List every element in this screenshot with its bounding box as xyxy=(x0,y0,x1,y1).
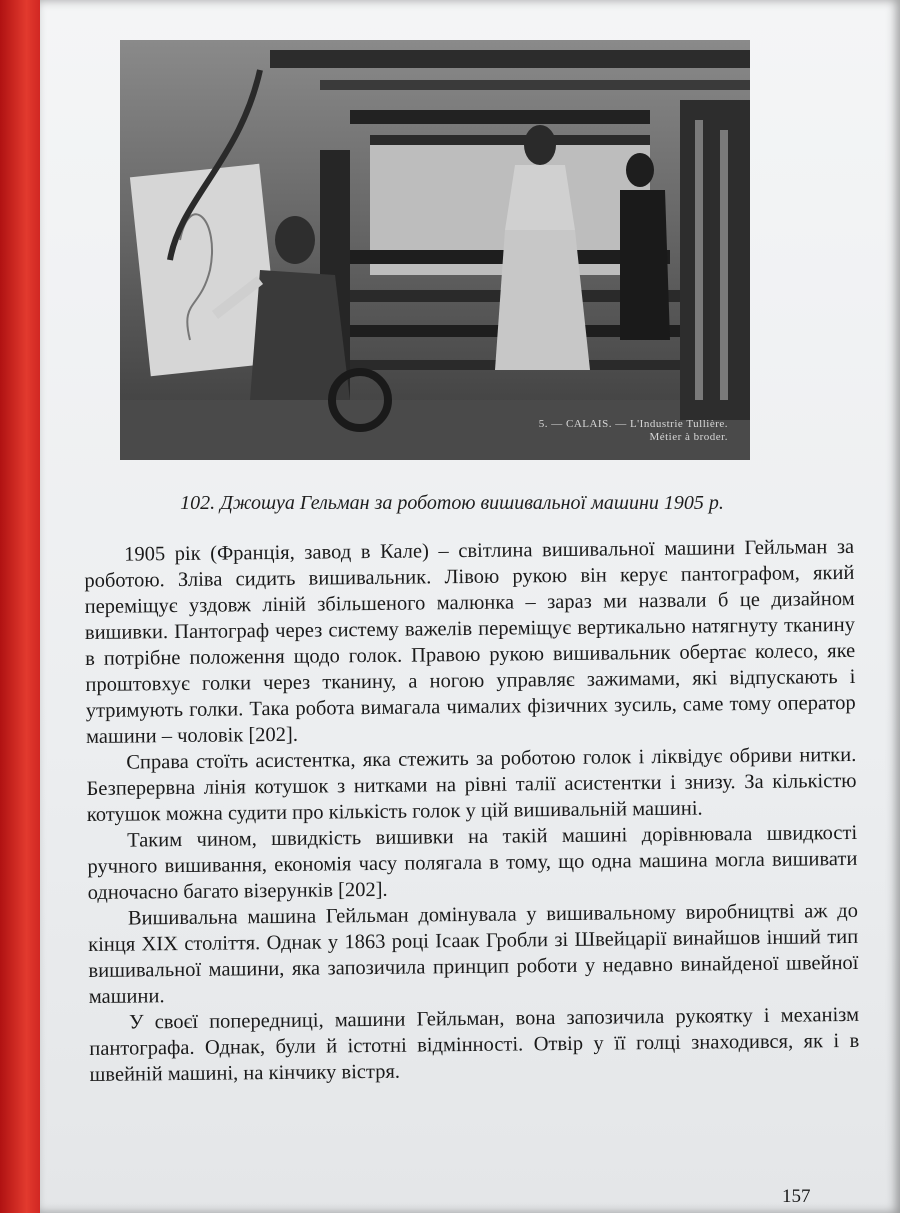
paragraph-1: 1905 рік (Франція, завод в Кале) – світлина вишивальної машини Гейльман за роботою. Зліва сидить вишивальник. Лівою рукою він керує пантографом, який переміщує уздовж ліній збільшеного малюнка – зараз ми назвали б це дизайном вишивки. Пантограф через систему важелів переміщує вертикально натягнуту тканину в потрібне положення щодо голок. Правою рукою вишивальник обертає колесо, яке проштовхує голки через тканину, а ногою управляє зажимами, які відпускають і утримують голки. Така робота вимагала чималих фізичних зусиль, саме тому оператор машини – чоловік [202]. xyxy=(84,535,856,748)
book-page xyxy=(40,0,900,1213)
paragraph-3: Таким чином, швидкість вишивки на такій машині дорівнювала швидкості ручного вишивання, економія часу полягала в тому, що одна машина могла вишивати одночасно багато візерунків [202]. xyxy=(87,821,858,904)
body-text xyxy=(84,534,860,1088)
photo-stamp-line-1: 5. — CALAIS. — L'Industrie Tullière. xyxy=(538,418,728,430)
photo-stamp-line-2: Métier à broder. xyxy=(649,431,728,443)
figure-caption: 102. Джошуа Гельман за роботою вишивальної машини 1905 р. xyxy=(180,492,724,514)
historic-photo-embroidery-machine xyxy=(120,40,750,460)
photo-stamp xyxy=(488,418,728,444)
page-number: 157 xyxy=(782,1186,811,1207)
photo-illustration xyxy=(120,40,750,460)
paragraph-2: Справа стоїть асистентка, яка стежить за роботою голок і ліквідує обриви нитки. Безперервна лінія котушок з нитками на рівні талії асистентки і знизу. За кількістю котушок можна судити про кількість голок у цій вишивальній машині. xyxy=(86,743,857,826)
paragraph-5: У своєї попередниці, машини Гейльман, вона запозичила рукоятку і механізм пантографа. Однак, були й істотні відмінності. Отвір у її голці знаходився, як і в швейній машині, на кінчику вістря. xyxy=(89,1003,860,1086)
paragraph-4: Вишивальна машина Гейльман домінувала у вишивальному виробництві аж до кінця XIX століття. Однак у 1863 році Ісаак Гробли зі Швейцарії винайшов інший тип вишивальної машини, яка запозичила принцип роботи у недавно винайденої швейної машини. xyxy=(88,899,859,1008)
